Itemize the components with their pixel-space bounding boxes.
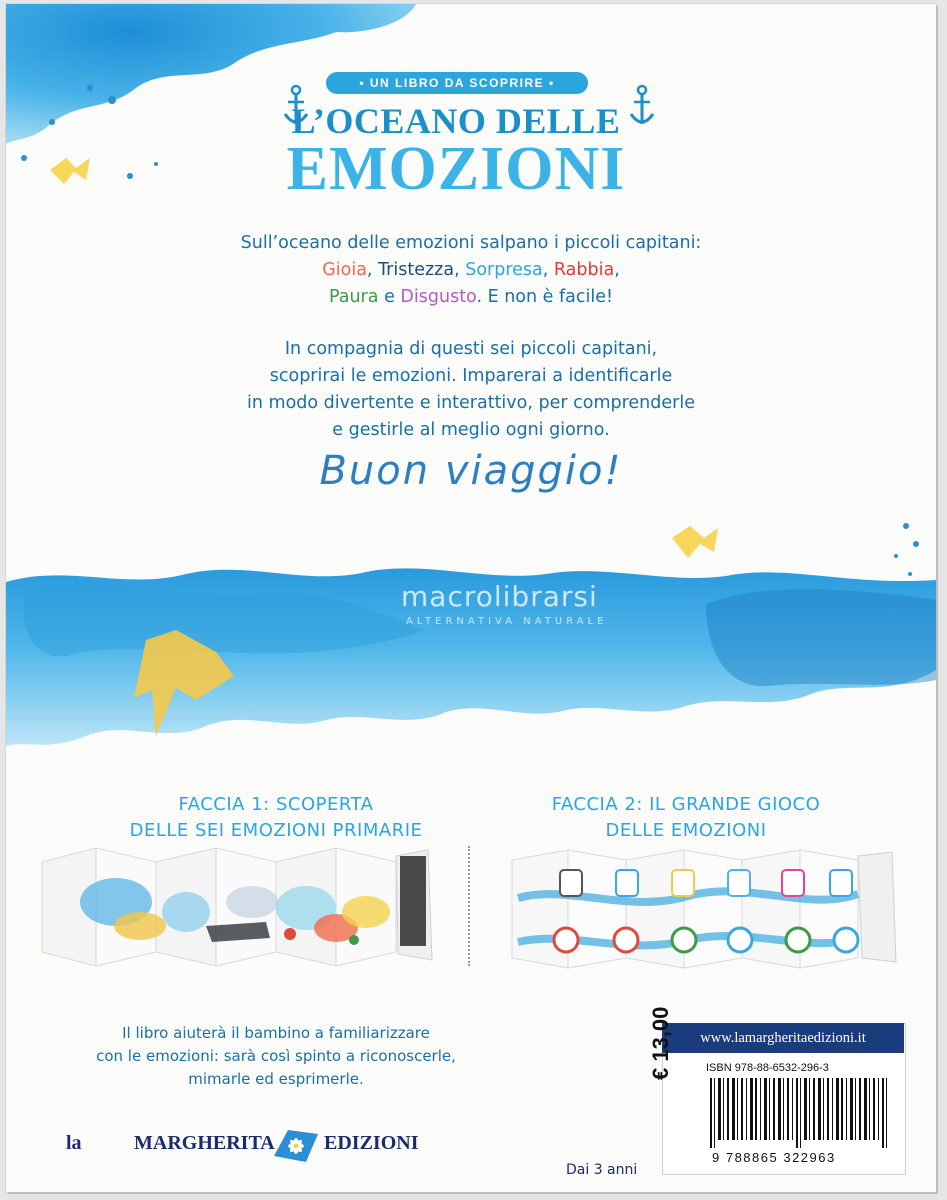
faccia-1-heading	[106, 792, 446, 844]
intro-tail: . E non è facile!	[476, 287, 614, 307]
anchor-icon-right	[628, 84, 656, 130]
closing-paragraph	[76, 1022, 476, 1091]
emotion-gioia: Gioia	[322, 260, 367, 280]
emotion-rabbia: Rabbia	[553, 260, 615, 280]
title-line-1: L’OCEANO DELLE	[291, 101, 621, 141]
publisher-edizioni: EDIZIONI	[324, 1132, 419, 1154]
watermark-name: macrolibrarsi	[401, 580, 598, 613]
divider-dotted	[468, 846, 470, 966]
ribbon-label: • UN LIBRO DA SCOPRIRE •	[326, 72, 588, 94]
title-line-2: EMOZIONI	[286, 135, 626, 203]
daisy-logo-icon	[270, 1126, 322, 1164]
faccia-2-line-2: DELLE EMOZIONI	[605, 820, 767, 841]
intro-conjunction: e	[384, 287, 395, 307]
publisher-url: www.lamargheritaedizioni.it	[662, 1023, 904, 1053]
emotion-tristezza: Tristezza	[378, 260, 455, 280]
yellow-fish-icon	[46, 150, 96, 190]
intro-line-1: Sull’oceano delle emozioni salpano i piccoli capitani:	[240, 233, 702, 253]
faccia-2-heading	[506, 792, 866, 844]
closing-line-3: mimarle ed esprimerle.	[188, 1070, 364, 1088]
faccia-1-line-1: FACCIA 1: SCOPERTA	[178, 794, 374, 815]
ean-digits: 9 788865 322963	[712, 1150, 836, 1165]
isbn-label: ISBN 978-88-6532-296-3	[706, 1062, 829, 1074]
description-line-3: in modo divertente e interattivo, per comprenderle	[247, 393, 695, 413]
greeting-handwritten: Buon viaggio!	[319, 448, 623, 494]
description-paragraph	[156, 336, 786, 444]
publisher-la: la	[66, 1132, 82, 1154]
faccia-1-accordion-image	[36, 842, 446, 982]
watermark-tagline: ALTERNATIVA NATURALE	[406, 616, 608, 627]
book-back-cover	[6, 4, 936, 1192]
emotion-paura: Paura	[328, 287, 379, 307]
intro-paragraph	[156, 230, 786, 311]
publisher-logo	[66, 1126, 466, 1160]
description-line-2: scoprirai le emozioni. Imparerai a identificarle	[269, 366, 673, 386]
intro-line-3	[156, 284, 786, 311]
description-line-1: In compagnia di questi sei piccoli capitani,	[284, 339, 658, 359]
publisher-margherita: MARGHERITA	[134, 1132, 275, 1154]
faccia-2-accordion-image	[508, 844, 908, 984]
price-label: € 13,00	[648, 1006, 673, 1080]
barcode-bars	[710, 1078, 894, 1148]
faccia-2-line-1: FACCIA 2: IL GRANDE GIOCO	[551, 794, 821, 815]
emotion-sorpresa: Sorpresa	[465, 260, 543, 280]
emotion-disgusto: Disgusto	[400, 287, 477, 307]
faccia-1-line-2: DELLE SEI EMOZIONI PRIMARIE	[129, 820, 423, 841]
closing-line-2: con le emozioni: sarà così spinto a riconoscerle,	[96, 1047, 456, 1065]
age-label: Dai 3 anni	[566, 1162, 638, 1178]
closing-line-1: Il libro aiuterà il bambino a familiarizzare	[122, 1024, 430, 1042]
intro-line-2: Gioia, Tristezza, Sorpresa, Rabbia,	[322, 260, 620, 280]
description-line-4: e gestirle al meglio ogni giorno.	[332, 420, 610, 440]
